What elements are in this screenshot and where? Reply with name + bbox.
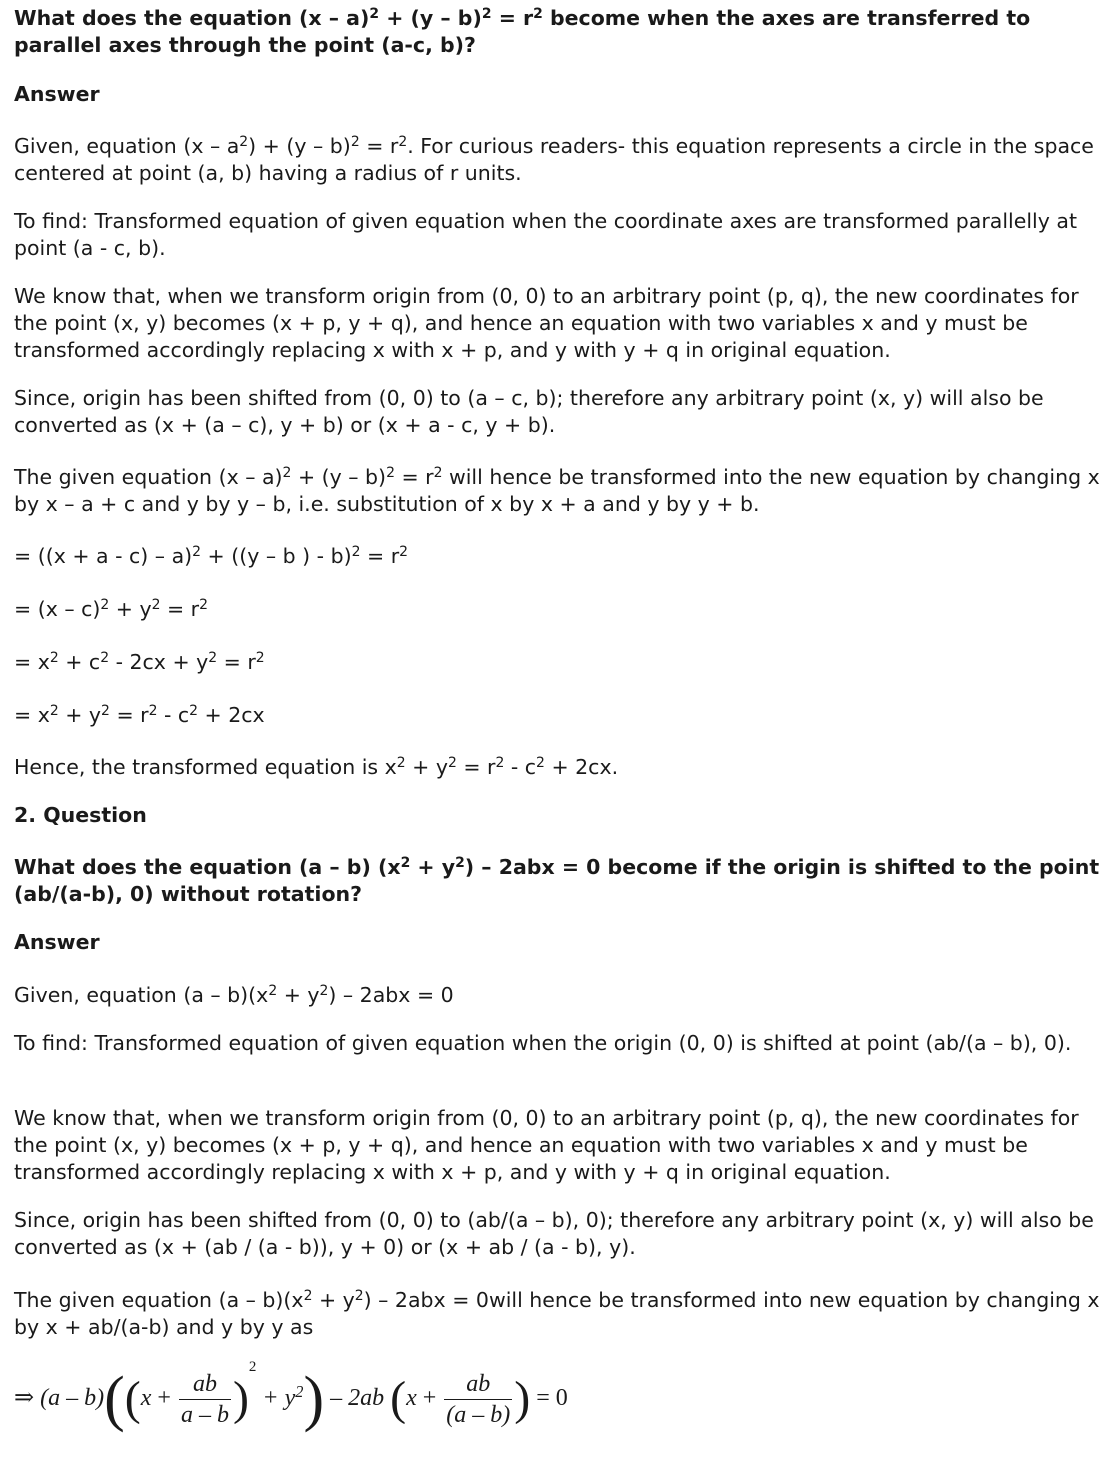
q1-question: What does the equation $(x - a)^2 + (y - b)^2 = r^2$ become when the axes are transferred to parallel axes through the point (a-c, b)? [14,6,1031,57]
formula-minus-2ab: – 2ab [330,1385,385,1411]
q2-question: What does the equation (a – b) $(x^2 + y^2) - 2abx = 0$ become if the origin is shifted to the point (ab/(a-b), 0) without rotation? [14,855,1100,906]
formula-x: x [140,1385,152,1411]
q1-since: Since, origin has been shifted from (0, 0) to (a – c, b); therefore any arbitrary point (x, y) will also be converted as (x + (a – c), y + b) or (x + a - c, y + b). [14,386,1044,437]
formula-equals-zero: = 0 [536,1385,568,1411]
fraction-2-numerator: ab [444,1369,512,1400]
implies-arrow: ⇒ [14,1385,35,1411]
q2-we-know: We know that, when we transform origin from (0, 0) to an arbitrary point (p, q), the new coordinates for the point (x, y) becomes (x + p, y + q), and hence an equation with two variables x and y must be transformed accordingly replacing x with x + p, and y with y + q in original equation. [14,1106,1079,1184]
formula-square-exponent: 2 [248,1359,257,1375]
q1-step-1: = $((x + a - c) - a)^2 + ((y - b$ ) - $b)^2 = r^2$ [14,544,408,568]
q1-to-find: To find: Transformed equation of given equation when the coordinate axes are transformed parallelly at point (a - c, b). [14,209,1077,260]
q1-step-4: = $x^2 + y^2 = r^2 - c^2 + 2cx$ [14,703,265,727]
fraction-2-denominator: (a – b) [446,1401,511,1428]
q1-conclusion: Hence, the transformed equation is $x^2 + y^2 = r^2 - c^2 + 2cx$. [14,755,619,779]
q2-to-find: To find: Transformed equation of given equation when the origin (0, 0) is shifted at point (ab/(a – b), 0). [14,1031,1072,1055]
q1-given-equation: The given equation $(x - a)^2 + (y - b)^2 = r^2$ will hence be transformed into the new equation by changing x by x – a + c and y by y – b, i.e. substitution of x by x + a and y by y + b. [14,465,1100,516]
fraction-1-denominator: a – b [180,1401,229,1428]
formula-y-squared: + $y^2$ [262,1381,304,1411]
q2-transformed-formula: ⇒ (a – b)((x + $\frac{ab}{a - b}$ )$^2 + y^2) - 2ab$ (x + $\frac{ab}{(a - b)}$ ) = 0 [14,1359,568,1434]
q2-given: Given, equation $(a - b)(x^2 + y^2) - 2abx = 0$ [14,983,454,1007]
formula-plus-1: + [157,1385,171,1411]
q1-given: Given, equation $(x - a^2) + (y - b)^2 = r^2$. For curious readers- this equation represents a circle in the space centered at point (a, b) having a radius of r units. [14,134,1094,185]
q2-since: Since, origin has been shifted from (0, 0) to (ab/(a – b), 0); therefore any arbitrary point (x, y) will also be converted as (x + (ab / (a - b)), y + 0) or (x + ab / (a - b), y). [14,1208,1094,1259]
fraction-1-numerator: ab [179,1369,231,1400]
q2-given-equation: The given equation $(a - b)(x^2 + y^2) - 2abx$ = 0will hence be transformed into new equation by changing x by x + ab/(a-b) and y by y as [14,1288,1100,1339]
formula-x-2: x [406,1385,417,1411]
fraction-ab-over-a-minus-b [179,1369,231,1430]
formula-factor: (a – b) [40,1385,105,1411]
q2-heading: 2. Question [14,803,147,827]
q1-step-3: = $x^2 + c^2 - 2cx + y^2 = r^2$ [14,650,265,674]
formula-plus-2: + [422,1385,437,1411]
q1-we-know: We know that, when we transform origin from (0, 0) to an arbitrary point (p, q), the new coordinates for the point (x, y) becomes (x + p, y + q), and hence an equation with two variables x and y must be transformed accordingly replacing x with x + p, and y with y + q in original equation. [14,284,1079,362]
q2-answer-label: Answer [14,930,100,954]
q1-answer-label: Answer [14,82,100,106]
fraction-ab-over-paren-a-minus-b [444,1369,512,1430]
q1-step-2: = $(x - c)^2 + y^2 = r^2$ [14,597,208,621]
